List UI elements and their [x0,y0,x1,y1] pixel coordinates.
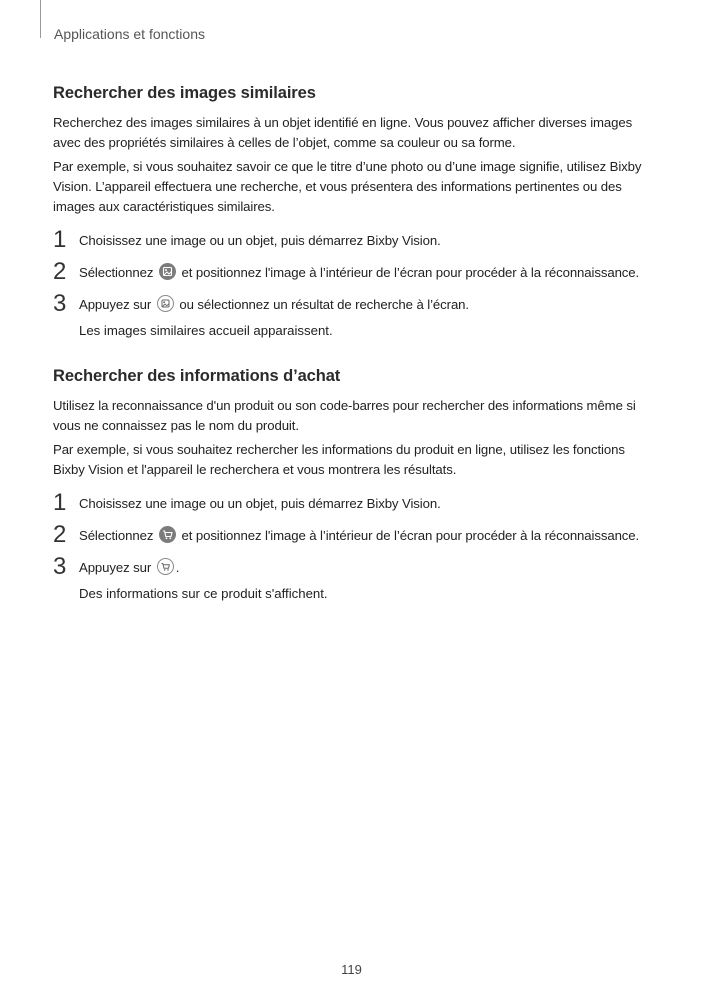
steps-list [53,489,653,604]
section-heading: Rechercher des informations d’achat [53,367,341,385]
image-search-icon [159,263,176,280]
paragraph: Recherchez des images similaires à un objet identifié en ligne. Vous pouvez afficher diverses images avec des propriétés similaires à celles de l’objet, comme sa couleur ou sa forme. [53,115,633,150]
step-number: 3 [53,290,67,317]
step-text-before: Sélectionnez [79,265,154,280]
step-text [79,263,653,283]
shopping-cart-icon [157,558,174,575]
step-text-before: Appuyez sur [79,560,152,575]
image-search-icon [157,295,174,312]
page-content [53,84,653,616]
steps-list [53,226,653,341]
step-text [79,558,653,578]
step-item [53,489,653,516]
step-item [53,226,653,253]
step-result: Des informations sur ce produit s'affichent. [79,586,328,601]
step-number: 2 [53,521,67,548]
step-result: Les images similaires accueil apparaissent. [79,323,333,338]
paragraph: Utilisez la reconnaissance d'un produit ou son code-barres pour rechercher des informations même si vous ne connaissez pas le nom du produit. [53,398,636,433]
step-text-after: . [175,560,180,575]
step-text-before: Appuyez sur [79,297,152,312]
section-shopping-info [53,367,653,604]
paragraph: Par exemple, si vous souhaitez rechercher les informations du produit en ligne, utilisez les fonctions Bixby Vision et l'appareil le recherchera et vous montrera les résultats. [53,442,625,477]
paragraph: Par exemple, si vous souhaitez savoir ce que le titre d’une photo ou d’une image signifie, utilisez Bixby Vision. L’appareil effectuera une recherche, et vous présentera des informations pertinentes ou des images aux caractéristiques similaires. [53,159,642,214]
step-text: Choisissez une image ou un objet, puis démarrez Bixby Vision. [79,233,441,248]
step-text [79,295,653,315]
section-heading: Rechercher des images similaires [53,84,316,102]
page-number: 119 [341,962,362,977]
header-rule [40,0,41,38]
step-text-after: et positionnez l'image à l’intérieur de l’écran pour procéder à la réconnaissance. [181,265,640,280]
step-item [53,553,653,604]
shopping-cart-icon [159,526,176,543]
header-title: Applications et fonctions [54,26,205,42]
step-number: 1 [53,489,67,516]
step-text-after: et positionnez l'image à l’intérieur de l’écran pour procéder à la réconnaissance. [181,528,640,543]
step-item [53,521,653,548]
step-text-after: ou sélectionnez un résultat de recherche à l’écran. [179,297,469,312]
section-similar-images [53,84,653,341]
step-text [79,526,653,546]
step-number: 1 [53,226,67,253]
step-item [53,258,653,285]
step-number: 3 [53,553,67,580]
step-text: Choisissez une image ou un objet, puis démarrez Bixby Vision. [79,496,441,511]
step-text-before: Sélectionnez [79,528,154,543]
step-number: 2 [53,258,67,285]
step-item [53,290,653,341]
